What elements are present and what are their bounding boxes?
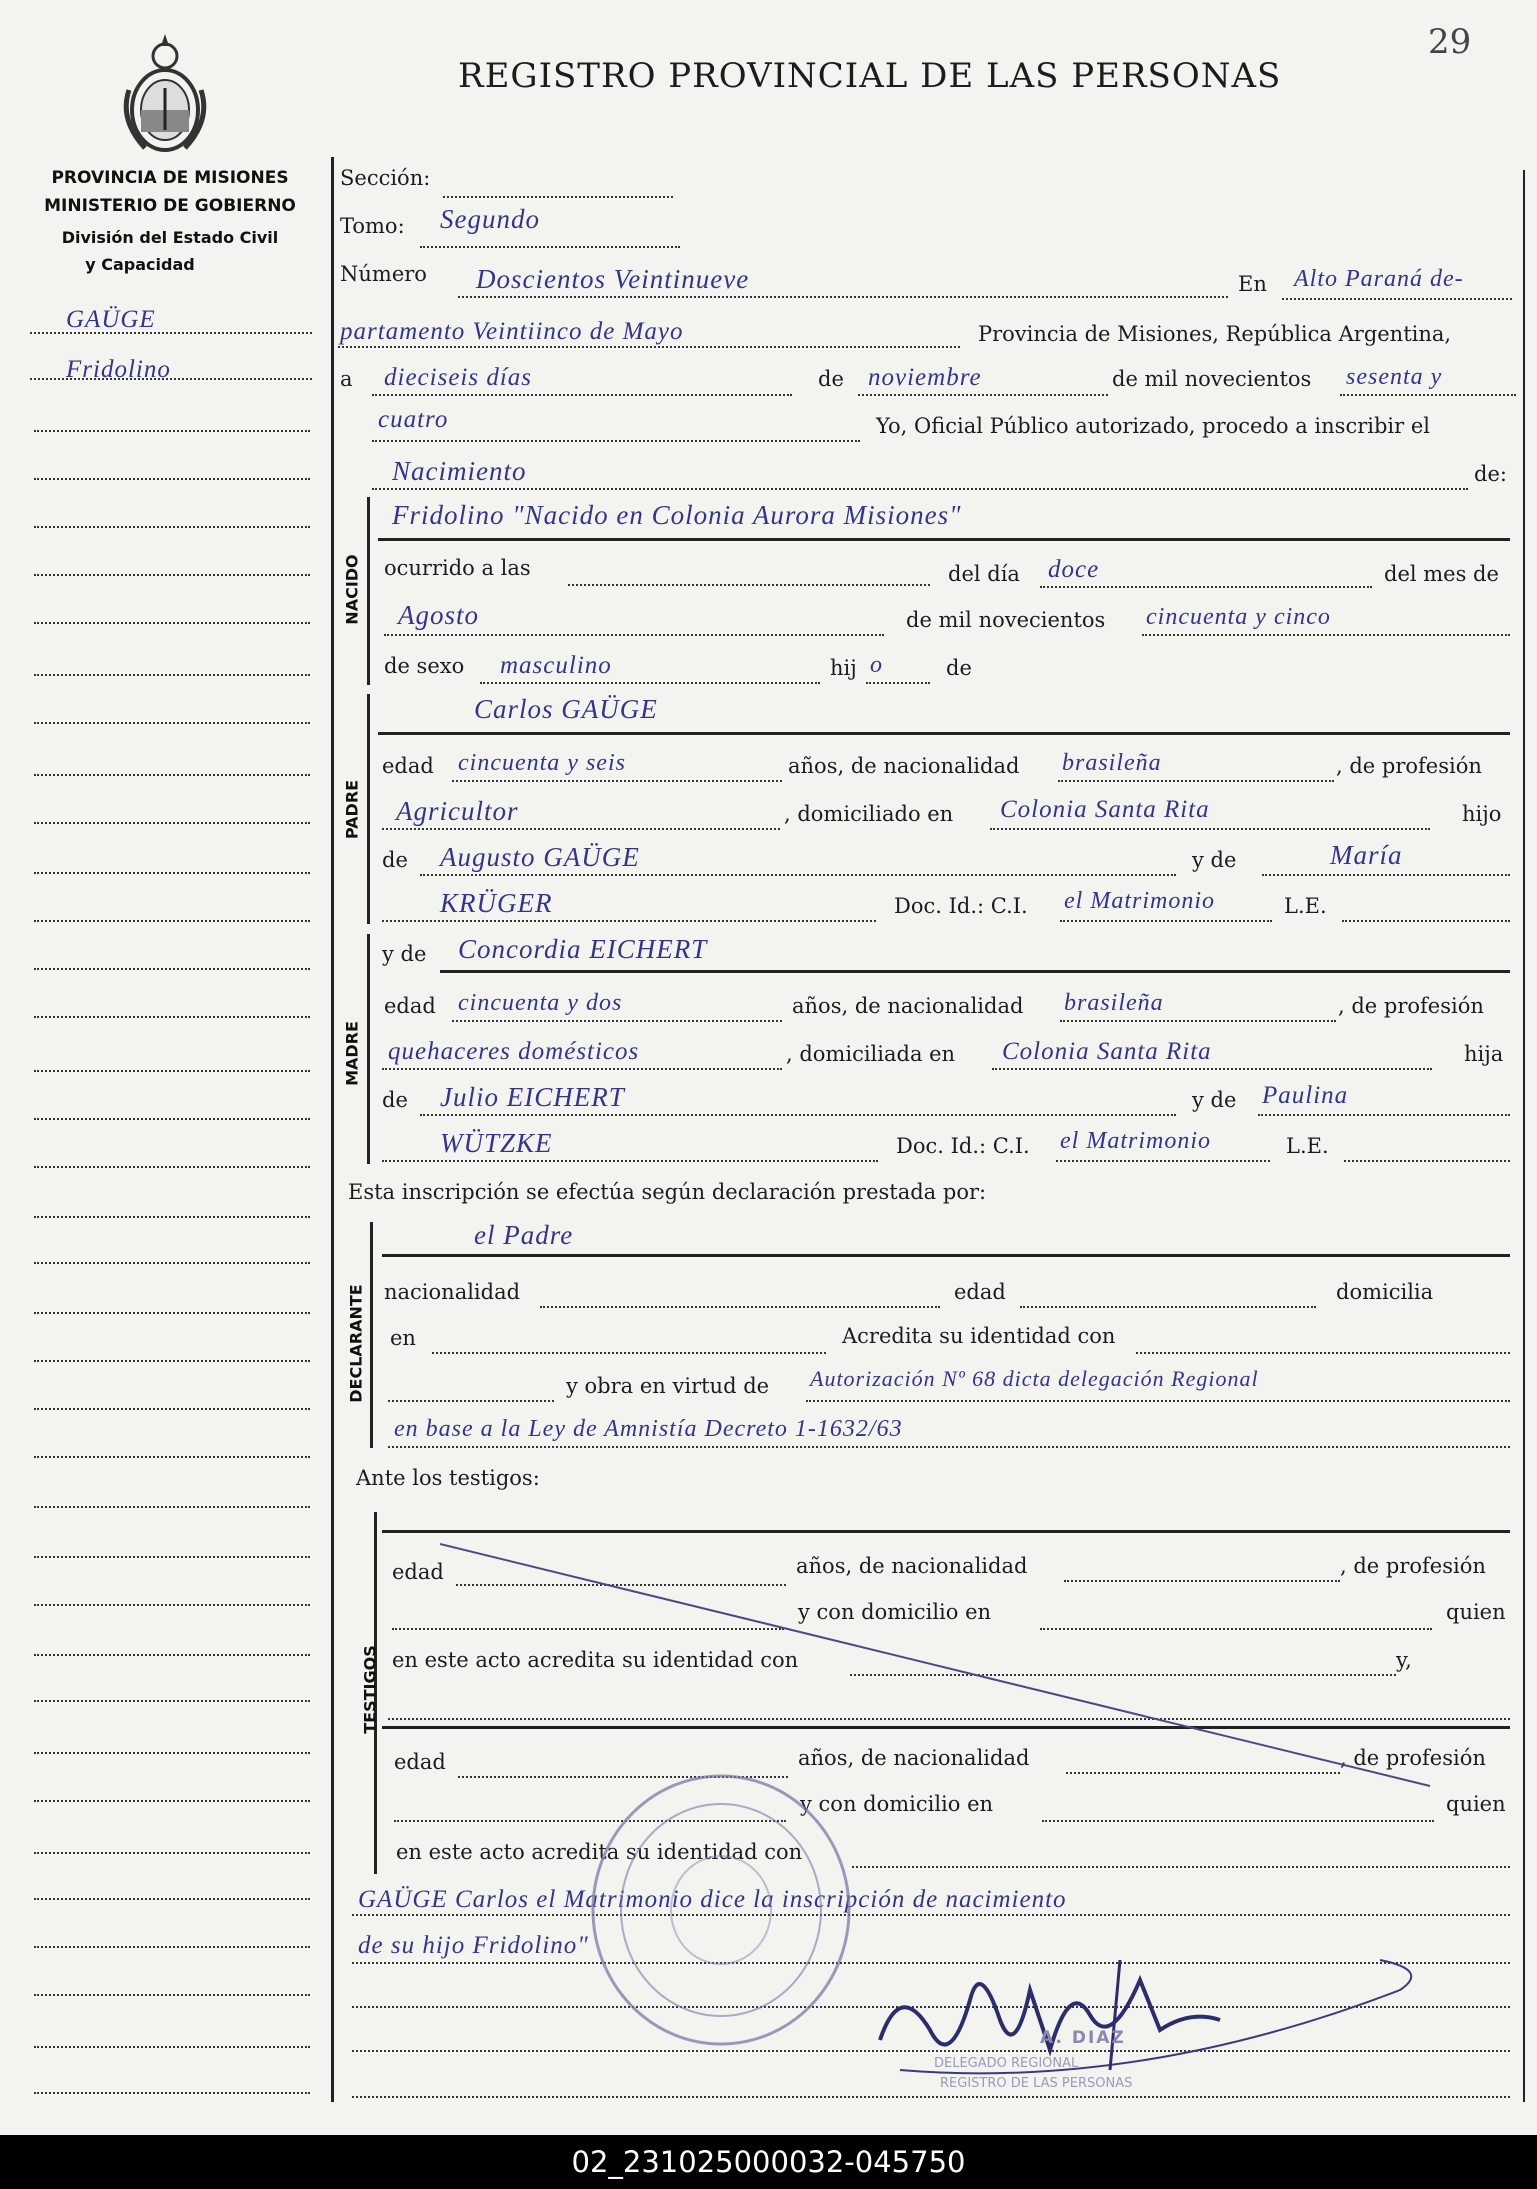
- label-en: En: [1238, 272, 1267, 296]
- label-madre-de: de: [382, 1088, 408, 1112]
- sexo-line: [480, 682, 820, 684]
- madre-edad-line: [452, 1020, 782, 1022]
- padre-y-de-line: [1262, 874, 1510, 876]
- margin-index-line: [34, 574, 310, 576]
- label-t1-dom: y con domicilio en: [798, 1600, 992, 1624]
- margin-index-line: [34, 1556, 310, 1558]
- entry-padre-de: Augusto GAÜGE: [440, 842, 640, 872]
- margin-index-line: [34, 1070, 310, 1072]
- padre-rule: [378, 732, 1510, 735]
- label-t2-anos: años, de nacionalidad: [798, 1746, 1030, 1770]
- margin-index-line: [34, 1654, 310, 1656]
- anio-cont-line: [372, 440, 860, 442]
- label-seccion: Sección:: [340, 166, 431, 190]
- margin-index-line: [34, 1408, 310, 1410]
- padre-dom-line: [990, 828, 1430, 830]
- office-line-3: División del Estado Civil: [61, 228, 279, 247]
- label-del-mes: del mes de: [1384, 562, 1499, 586]
- label-padre-y-de: y de: [1192, 848, 1237, 872]
- entry-padre-prof: Agricultor: [396, 796, 519, 826]
- padre-madre-ap-line: [382, 920, 876, 922]
- decl-en-line: [432, 1352, 826, 1354]
- label-ocurrido: ocurrido a las: [384, 556, 531, 580]
- madre-dom-line: [992, 1068, 1432, 1070]
- label-madre: MADRE: [342, 1021, 362, 1086]
- margin-index-line: [34, 774, 310, 776]
- label-madre-hija: hija: [1464, 1042, 1504, 1066]
- label-tomo: Tomo:: [340, 214, 405, 238]
- margin-index-line: [34, 1752, 310, 1754]
- official-seal-stamp: [586, 1770, 856, 2050]
- margin-index-line: [34, 1506, 310, 1508]
- office-line-2: MINISTERIO DE GOBIERNO: [44, 196, 296, 216]
- stamp-name: A. DIAZ: [1040, 2028, 1126, 2048]
- label-mil-novecientos: de mil novecientos: [1112, 367, 1312, 391]
- madre-le-line: [1344, 1160, 1510, 1162]
- label-decl-en: en: [390, 1326, 416, 1350]
- madre-prof-line: [382, 1068, 782, 1070]
- entry-madre-y-de: Paulina: [1262, 1082, 1349, 1109]
- margin-index-line: [34, 1946, 310, 1948]
- margin-index-line: [34, 872, 310, 874]
- entry-a-dias: dieciseis días: [384, 364, 533, 391]
- madre-nac-line: [1060, 1020, 1336, 1022]
- inscribir-line: [372, 488, 1468, 490]
- madre-bracket: [367, 934, 370, 1164]
- en-line: [1282, 298, 1512, 300]
- dia-line: [1040, 586, 1372, 588]
- entry-anio-cont: cuatro: [378, 406, 449, 433]
- entry-numero: Doscientos Veintinueve: [476, 264, 750, 294]
- ocurrido-line: [568, 584, 930, 586]
- label-padre-prof: , de profesión: [1336, 754, 1482, 778]
- entry-madre-ci: el Matrimonio: [1060, 1128, 1211, 1154]
- madre-madre-ap-line: [382, 1160, 878, 1162]
- t2-dom-line: [1042, 1820, 1434, 1822]
- label-t1-acto: en este acto acredita su identidad con: [392, 1648, 799, 1672]
- label-madre-anos: años, de nacionalidad: [792, 994, 1024, 1018]
- label-esta-inscripcion: Esta inscripción se efectúa según declaración prestada por:: [348, 1180, 987, 1204]
- label-numero: Número: [340, 262, 427, 286]
- label-t2-prof: , de profesión: [1340, 1746, 1486, 1770]
- entry-inscribir: Nacimiento: [392, 456, 527, 486]
- label-provincia: Provincia de Misiones, República Argentina,: [978, 322, 1452, 346]
- margin-index-line: [34, 1118, 310, 1120]
- label-padre-anos: años, de nacionalidad: [788, 754, 1020, 778]
- margin-name: Fridolino: [66, 356, 171, 383]
- entry-en-cont: partamento Veintiinco de Mayo: [340, 318, 684, 345]
- margin-index-line: [34, 1604, 310, 1606]
- obra-cont-line: [388, 1446, 1510, 1448]
- label-padre-edad: edad: [382, 754, 434, 778]
- entry-anio: sesenta y: [1346, 364, 1443, 390]
- padre-nac-line: [1058, 780, 1334, 782]
- scan-identifier-footer: 02_231025000032-045750: [0, 2135, 1537, 2189]
- label-decl-acredita: Acredita su identidad con: [842, 1324, 1116, 1348]
- margin-index-line: [34, 822, 310, 824]
- margin-index-line: [34, 722, 310, 724]
- label-madre-y-de2: y de: [1192, 1088, 1237, 1112]
- entry-padre-madre-ap: KRÜGER: [440, 888, 553, 918]
- entry-nombre: Fridolino "Nacido en Colonia Aurora Misiones": [392, 500, 962, 530]
- entry-sexo: masculino: [500, 652, 612, 679]
- declarante-rule: [382, 1254, 1510, 1257]
- padre-ci-line: [1060, 920, 1272, 922]
- entry-hij: o: [870, 652, 883, 678]
- t2-acto-line: [852, 1866, 1510, 1868]
- entry-obra: Autorización Nº 68 dicta delegación Regional: [810, 1366, 1259, 1391]
- label-madre-le: L.E.: [1286, 1134, 1329, 1158]
- margin-index-line: [34, 478, 310, 480]
- margin-index-line: [34, 1262, 310, 1264]
- label-t1-edad: edad: [392, 1560, 444, 1584]
- obra-line: [806, 1400, 1510, 1402]
- padre-de-line: [420, 874, 1176, 876]
- label-hij: hij: [830, 656, 857, 680]
- label-decl-domicilia: domicilia: [1336, 1280, 1434, 1304]
- entry-madre-de: Julio EICHERT: [440, 1082, 625, 1112]
- madre-y-de-line: [1258, 1114, 1510, 1116]
- entry-mes-nac: Agosto: [398, 600, 480, 630]
- margin-index-line: [34, 1016, 310, 1018]
- official-signature: [840, 1920, 1440, 2100]
- madre-de-line: [420, 1114, 1176, 1116]
- margin-index-line: [34, 1994, 310, 1996]
- entry-mes: noviembre: [868, 364, 982, 391]
- mes-nac-line: [384, 634, 884, 636]
- label-testigos: TESTIGOS: [360, 1645, 380, 1734]
- a-dias-line: [372, 394, 792, 396]
- label-madre-edad: edad: [384, 994, 436, 1018]
- entry-madre-dom: Colonia Santa Rita: [1002, 1038, 1212, 1065]
- margin-index-line: [34, 674, 310, 676]
- decl-nac-line: [540, 1306, 940, 1308]
- decl-acredita-line: [1136, 1352, 1510, 1354]
- entry-madre-prof: quehaceres domésticos: [388, 1038, 640, 1065]
- label-ante-testigos: Ante los testigos:: [356, 1466, 540, 1490]
- label-t1-anos: años, de nacionalidad: [796, 1554, 1028, 1578]
- entry-madre-nac: brasileña: [1064, 990, 1164, 1016]
- padre-edad-line: [452, 780, 782, 782]
- margin-index-line: [34, 526, 310, 528]
- label-decl-nac: nacionalidad: [384, 1280, 521, 1304]
- entry-madre-nombre: Concordia EICHERT: [458, 934, 708, 964]
- label-padre-le: L.E.: [1284, 894, 1327, 918]
- label-madre-y-de: y de: [382, 942, 427, 966]
- label-y-obra: y obra en virtud de: [566, 1374, 770, 1398]
- entry-padre-edad: cincuenta y seis: [458, 750, 626, 776]
- margin-index-line: [34, 920, 310, 922]
- decl-obra-pre-line: [388, 1400, 554, 1402]
- label-nacido: NACIDO: [342, 554, 362, 625]
- label-t1-prof: , de profesión: [1340, 1554, 1486, 1578]
- label-madre-prof: , de profesión: [1338, 994, 1484, 1018]
- label-t2-quien: quien: [1446, 1792, 1506, 1816]
- margin-index-line: [34, 430, 310, 432]
- decl-edad-line: [1020, 1306, 1316, 1308]
- label-t1-y: y,: [1396, 1648, 1412, 1672]
- entry-padre-dom: Colonia Santa Rita: [1000, 796, 1210, 823]
- label-t2-acto: en este acto acredita su identidad con: [396, 1840, 803, 1864]
- label-a: a: [340, 367, 353, 391]
- coat-of-arms-emblem: [115, 30, 215, 160]
- label-padre-hijo: hijo: [1462, 802, 1502, 826]
- margin-index-line: [34, 1800, 310, 1802]
- label-padre: PADRE: [342, 779, 362, 840]
- note-line-2: de su hijo Fridolino": [358, 1932, 589, 1959]
- entry-madre-madre-ap: WÜTZKE: [440, 1128, 553, 1158]
- stamp-title-2: REGISTRO DE LAS PERSONAS: [940, 2076, 1133, 2091]
- entry-padre-ci: el Matrimonio: [1064, 888, 1215, 914]
- margin-index-line: [30, 332, 312, 334]
- declarante-bracket: [370, 1222, 373, 1448]
- label-de-hij: de: [946, 656, 972, 680]
- note-line-1-rule: [352, 1914, 1510, 1916]
- label-de-colon: de:: [1474, 462, 1507, 486]
- office-line-4: y Capacidad: [85, 255, 195, 274]
- page-number: 29: [1428, 22, 1472, 62]
- label-t2-dom: y con domicilio en: [800, 1792, 994, 1816]
- margin-index-line: [34, 1898, 310, 1900]
- label-de-mes: de: [818, 367, 844, 391]
- entry-dia: doce: [1048, 556, 1100, 583]
- entry-madre-edad: cincuenta y dos: [458, 990, 623, 1016]
- label-padre-doc: Doc. Id.: C.I.: [894, 894, 1028, 918]
- margin-index-line: [34, 1700, 310, 1702]
- margin-index-line: [34, 2092, 310, 2094]
- seccion-line: [443, 196, 673, 198]
- entry-padre-y-de: María: [1330, 840, 1403, 870]
- anio-nac-line: [1142, 634, 1510, 636]
- tomo-line: [420, 246, 680, 248]
- label-madre-dom: , domiciliada en: [786, 1042, 956, 1066]
- margin-index-line: [34, 1456, 310, 1458]
- label-madre-doc: Doc. Id.: C.I.: [896, 1134, 1030, 1158]
- strike-through-mark: [440, 1536, 1440, 1796]
- margin-index-line: [34, 1216, 310, 1218]
- document-title: REGISTRO PROVINCIAL DE LAS PERSONAS: [458, 56, 1282, 96]
- padre-bracket: [367, 694, 370, 924]
- margin-index-line: [34, 2046, 310, 2048]
- margin-index-line: [34, 1166, 310, 1168]
- numero-line: [458, 296, 1228, 298]
- margin-index-line: [34, 1312, 310, 1314]
- margin-surname: GAÜGE: [66, 306, 156, 333]
- margin-index-line: [34, 1360, 310, 1362]
- en-cont-line: [338, 346, 960, 348]
- label-t2-edad: edad: [394, 1750, 446, 1774]
- label-padre-dom: , domiciliado en: [784, 802, 954, 826]
- label-padre-de: de: [382, 848, 408, 872]
- office-line-1: PROVINCIA DE MISIONES: [51, 168, 289, 188]
- label-yo-oficial: Yo, Oficial Público autorizado, procedo a inscribir el: [876, 414, 1430, 438]
- margin-index-line: [34, 1852, 310, 1854]
- madre-rule: [440, 970, 1510, 973]
- entry-declarante: el Padre: [474, 1220, 574, 1250]
- entry-padre-nac: brasileña: [1062, 750, 1162, 776]
- margin-index-line: [34, 622, 310, 624]
- anio-line: [1340, 394, 1516, 396]
- entry-anio-nac: cincuenta y cinco: [1146, 604, 1331, 630]
- entry-tomo: Segundo: [440, 204, 540, 234]
- nombre-rule: [378, 538, 1510, 541]
- entry-en: Alto Paraná de-: [1294, 266, 1464, 292]
- mes-line: [858, 394, 1108, 396]
- nacido-bracket: [367, 497, 370, 685]
- hij-line: [866, 682, 930, 684]
- entry-obra-cont: en base a la Ley de Amnistía Decreto 1-1632/63: [394, 1416, 903, 1442]
- testigos-rule-1: [382, 1530, 1510, 1533]
- label-de-mil: de mil novecientos: [906, 608, 1106, 632]
- entry-padre-nombre: Carlos GAÜGE: [474, 694, 658, 724]
- right-edge-rule: [1523, 170, 1525, 2102]
- note-line-1: GAÜGE Carlos el Matrimonio dice la inscripción de nacimiento: [358, 1886, 1067, 1913]
- label-t1-quien: quien: [1446, 1600, 1506, 1624]
- padre-prof-line: [382, 828, 780, 830]
- label-del-dia: del día: [948, 562, 1020, 586]
- label-declarante: DECLARANTE: [346, 1284, 366, 1403]
- padre-le-line: [1342, 920, 1510, 922]
- madre-ci-line: [1056, 1160, 1270, 1162]
- stamp-title-1: DELEGADO REGIONAL: [934, 2056, 1079, 2071]
- margin-index-line: [34, 968, 310, 970]
- main-vertical-rule: [331, 157, 334, 2102]
- margin-index-line: [30, 378, 312, 380]
- label-de-sexo: de sexo: [384, 654, 465, 678]
- label-decl-edad: edad: [954, 1280, 1006, 1304]
